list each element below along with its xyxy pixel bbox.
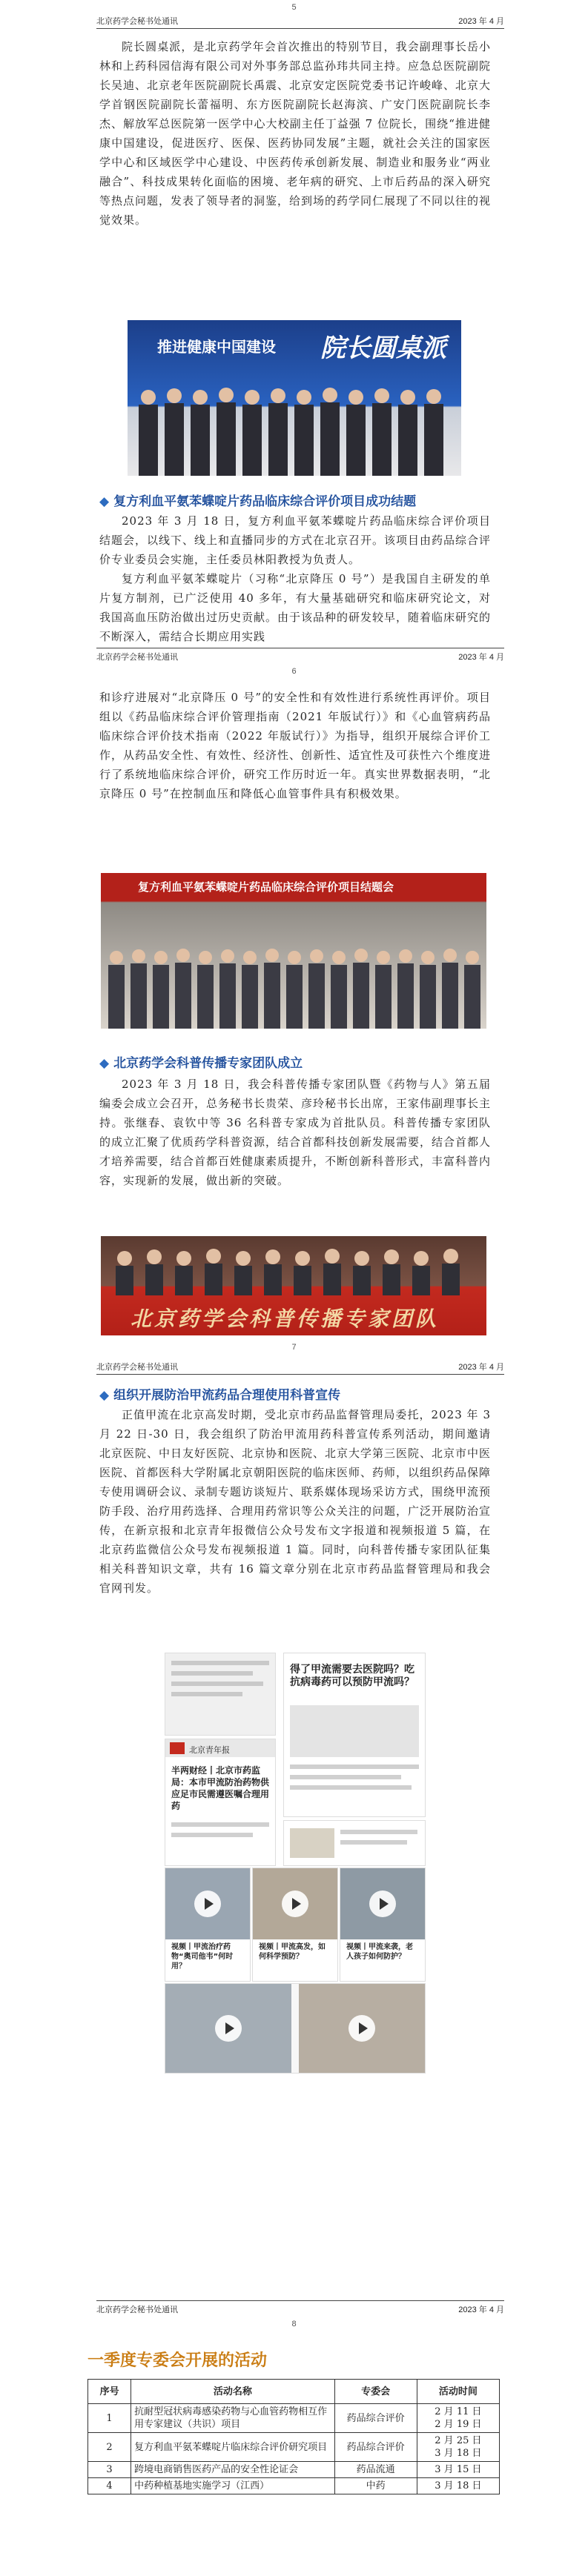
paragraph: 院长圆桌派，是北京药学年会首次推出的特别节目，我会副理事长岳小林和上药科园信海有限公司对外事务部总监孙玮共同主持。应急总医院副院长吴迪、北京老年医院副院长禹震、北京安定医院党委书记许峻峰、北京大学首钢医院副院长蕾福明、东方医院副院长赵海滨、广安门医院副院长李杰、解放军总医院第一医学中心大校副主任丁益强 7 位院长，围绕“推进健康中国建设，促进医疗、医保、医药协同发展”主题，就社会关注的国家医学中心和区域医学中心建设、中医药传承创新发展、制造业和服务业“两业融合”、科技成果转化面临的困境、老年病的研究、上市后药品的深入研究等热点问题，发表了领导者的洞鉴，给到场的药学同仁展现了不同以往的视觉效果。 [99,40,492,227]
table-header-row [88,2380,500,2404]
table-row [88,2433,500,2462]
activity-name: 复方利血平氨苯蝶啶片临床综合评价研究项目 [131,2433,334,2462]
group-of-people [128,382,461,476]
activity-name: 中药种植基地实施学习（江西） [131,2478,334,2494]
table-row [88,2404,500,2433]
column-header: 活动名称 [131,2380,334,2404]
video-screenshot [165,1868,251,1982]
page-number: 5 [291,3,297,12]
news-headline: 半两财经丨北京市药监局：本市甲流防治药物供应足市民需遵医嘱合理用药 [171,1765,270,1811]
section-title [99,491,515,509]
committee: 药品综合评价 [334,2404,417,2433]
text-line [290,1775,401,1779]
news-thumbnail [290,1828,334,1858]
paragraph: 复方利血平氨苯蝶啶片（习称“北京降压 0 号”）是我国自主研发的单片复方制剂，已广泛使用 40 多年，有大量基础研究和临床研究论文，对我国高血压防治做出过历史贡献。由于该品种的研发较早，随着临床研究的不断深入，需结合长期应用实践 [99,572,492,643]
news-screenshot [283,1653,426,1817]
video-screenshot [340,1868,426,1982]
app-logo [170,1742,185,1754]
activity-time: 2 月 25 日 3 月 18 日 [417,2433,499,2462]
activity-time: 2 月 11 日 2 月 19 日 [417,2404,499,2433]
news-screenshot [165,1739,276,1866]
table-row [88,2462,500,2478]
activity-name: 抗耐型冠状病毒感染药物与心血管药物相互作用专家建议（共识）项目 [131,2404,334,2433]
section-title [99,1052,515,1071]
page-number: 7 [291,1343,297,1352]
page-number: 6 [291,667,297,676]
text-line [340,1840,407,1845]
text-line [171,1661,269,1665]
footer-date: 2023 年 4 月 [458,2306,504,2314]
text-line [340,1830,417,1834]
banner-text: 北京药学会科普传播专家团队 [131,1307,440,1331]
header-date: 2023 年 4 月 [458,1363,504,1372]
committee: 药品综合评价 [334,2433,417,2462]
column-header: 序号 [88,2380,131,2404]
photo-caption-script: 院长圆桌派 [320,333,446,363]
group-of-people [101,935,486,1029]
activity-name: 跨境电商销售医药产品的安全性论证会 [131,2462,334,2478]
video-screenshot [252,1868,338,1982]
paragraph: 2023 年 3 月 18 日，我会科普传播专家团队暨《药物与人》第五届编委会成立会召开，总务秘书长贵荣、彦玲秘书长出席，王家伟副理事长主持。张继春、袁钦中等 36 名科普专家成为首批队员。科普传播专家团队的成立汇聚了优质药学科普资源，结合首都科技创新发展需要，结合首都人才培养需要，结合首都百姓健康素质提升，不断创新科普形式，丰富科普内容，实现新的发展，做出新的突破。 [99,1078,492,1187]
footer-title: 北京药学会秘书处通讯 [96,2306,178,2314]
text-line [290,1785,412,1790]
footer-title: 北京药学会秘书处通讯 [96,653,178,662]
text-line [171,1822,269,1827]
paragraph: 正值甲流在北京高发时期，受北京市药品监督管理局委托，2023 年 3 月 22 日-30 日，我会组织了防治甲流用药科普宣传系列活动，期间邀请北京医院、中日友好医院、北京协和医院、北京大学第三医院、北京市中医医院、首都医科大学附属北京朝阳医院的临床医师、药师，以组织药品保障专使用调研会议、录制专题访谈短片、联系媒体现场采访方式，围绕甲流预防手段、治疗用药选择、合理用药常识等公众关注的问题，广泛开展防治宣传，在新京报和北京青年报微信公众号发布文字报道和视频报道 5 篇，在北京药监微信公众号发布视频报道 1 篇。同时，向科普传播专家团队征集相关科普知识文章，共有 16 篇文章分别在北京市药品监督管理局和我会官网刊发。 [99,1408,492,1595]
news-screenshot [165,1653,276,1736]
row-number: 4 [88,2478,131,2494]
column-header: 活动时间 [417,2380,499,2404]
page-footer [96,648,504,663]
section-title-text: 复方利血平氨苯蝶啶片药品临床综合评价项目成功结题 [113,494,417,509]
text-line [171,1833,253,1837]
page-header [96,1359,504,1375]
play-icon[interactable] [348,2015,375,2042]
committee: 中药 [334,2478,417,2494]
news-image [290,1705,419,1757]
play-icon[interactable] [194,1890,221,1917]
section-title-text: 北京药学会科普传播专家团队成立 [113,1056,303,1071]
banner-text: 复方利血平氨苯蝶啶片药品临床综合评价项目结题会 [138,880,394,894]
header-title: 北京药学会秘书处通讯 [96,1363,178,1372]
photo-caption: 推进健康中国建设 [157,338,276,356]
app-name: 北京青年报 [189,1745,230,1755]
news-headline: 得了甲流需要去医院吗？吃抗病毒药可以预防甲流吗？ [290,1664,414,1688]
row-number: 2 [88,2433,131,2462]
text-line [171,1682,263,1686]
committee: 药品流通 [334,2462,417,2478]
play-icon[interactable] [282,1890,308,1917]
section-title [99,1384,515,1403]
diamond-icon: ◆ [99,1388,110,1403]
round-table-photo [128,320,461,476]
column-header: 专委会 [334,2380,417,2404]
video-title: 视频丨甲流来袭，老人孩子如何防护？ [346,1943,413,1961]
activity-time: 3 月 18 日 [417,2478,499,2494]
page-header [96,13,504,29]
section-title-text: 组织开展防治甲流药品合理使用科普宣传 [113,1388,341,1403]
row-number: 1 [88,2404,131,2433]
footer-date: 2023 年 4 月 [458,653,504,662]
header-title: 北京药学会秘书处通讯 [96,17,178,26]
team-photo [101,1236,486,1335]
diamond-icon: ◆ [99,1056,110,1071]
paragraph: 和诊疗进展对“北京降压 0 号”的安全性和有效性进行系统性再评价。项目组以《药品临床综合评价管理指南（2021 年版试行）》和《心血管病药品临床综合评价技术指南（2022 年版试行）》为指导，组织开展综合评价工作，从药品安全性、有效性、经济性、创新性、适宜性及可获性六个维度进行了系统地临床综合评价，研究工作历时近一年。真实世界数据表明，“北京降压 0 号”在控制血压和降低心血管事件具有积极效果。 [99,691,492,800]
activities-title: 一季度专委会开展的活动 [87,2351,268,2370]
news-screenshot [283,1820,426,1866]
video-title: 视频丨甲流治疗药物“奥司他韦”何时用？ [171,1943,234,1971]
paragraph: 2023 年 3 月 18 日，复方利血平氨苯蝶啶片药品临床综合评价项目结题会，以线下、线上和直播同步的方式在北京召开。该项目由药品综合评价专业委员会实施，主任委员林阳教授为负责人。 [99,514,492,566]
diamond-icon: ◆ [99,494,110,509]
page-footer [96,2300,504,2316]
page-number: 8 [291,2320,297,2328]
text-line [290,1765,419,1769]
table-row [88,2478,500,2494]
activities-table [87,2379,500,2494]
play-icon[interactable] [215,2015,242,2042]
header-date: 2023 年 4 月 [458,17,504,26]
play-icon[interactable] [369,1890,396,1917]
row-number: 3 [88,2462,131,2478]
video-screenshot [165,1983,426,2074]
text-line [171,1671,253,1676]
conference-photo [101,873,486,1029]
activity-time: 3 月 15 日 [417,2462,499,2478]
text-line [171,1692,242,1696]
video-title: 视频丨甲流高发，如何科学预防？ [259,1943,326,1961]
